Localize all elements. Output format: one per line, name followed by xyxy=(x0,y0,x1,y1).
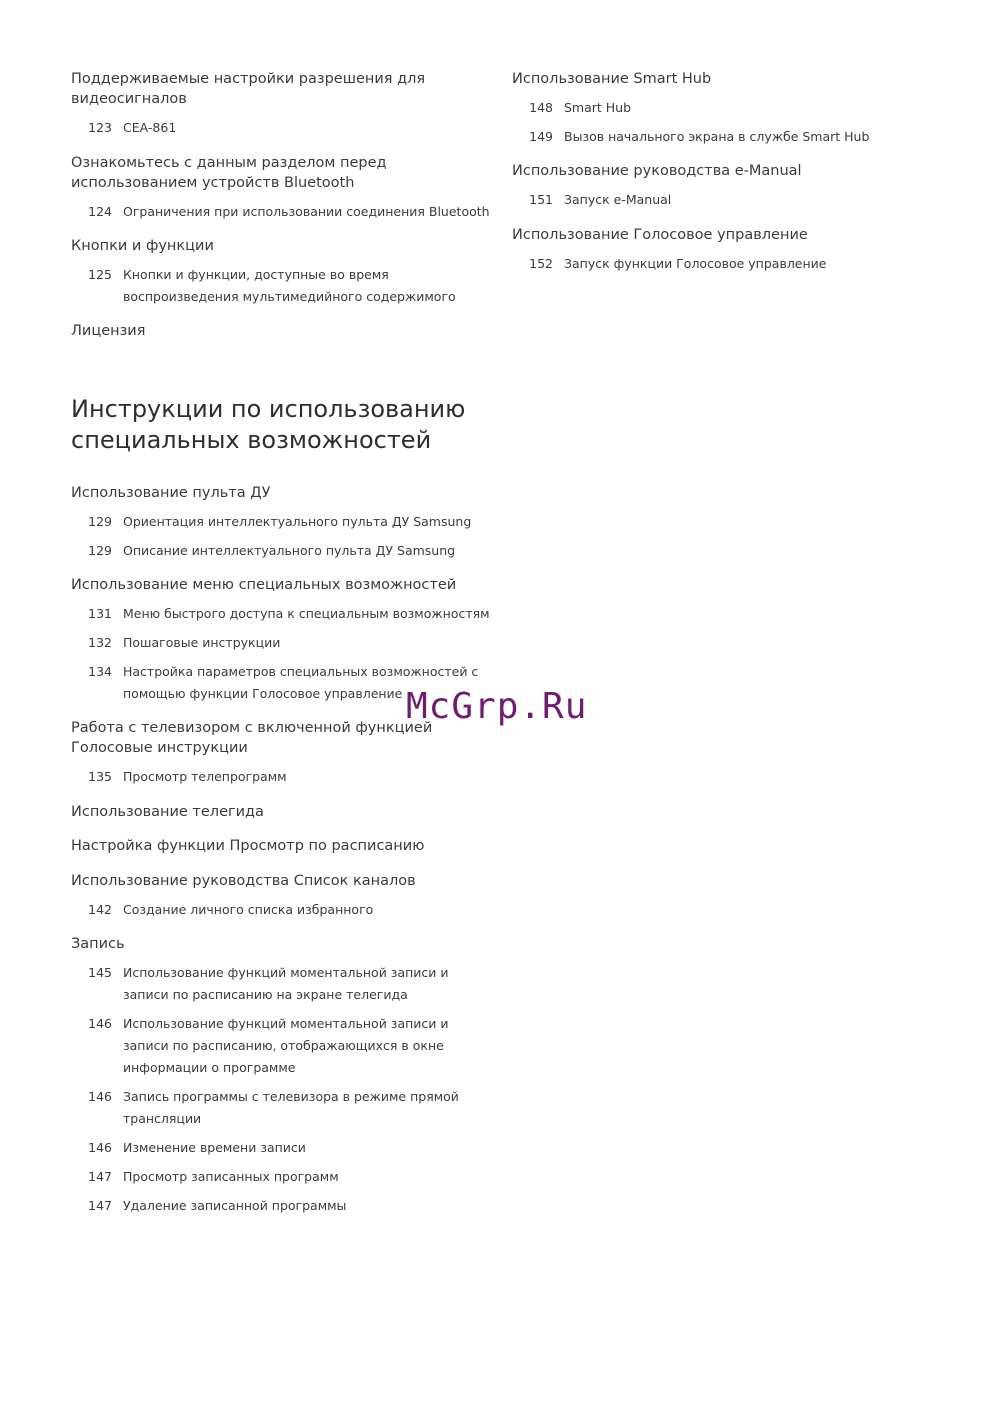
section-heading[interactable]: Использование руководства Список каналов xyxy=(71,873,416,889)
page-number: 125 xyxy=(88,267,112,282)
page-number: 151 xyxy=(529,192,553,207)
section-heading[interactable]: Использование меню специальных возможностей xyxy=(71,577,457,593)
page-number: 123 xyxy=(88,120,112,135)
section-heading[interactable]: Ознакомьтесь с данным разделом перед использованием устройств Bluetooth xyxy=(71,155,387,191)
section-heading[interactable]: Использование Smart Hub xyxy=(512,71,712,87)
page-number: 131 xyxy=(88,606,112,621)
page-number: 145 xyxy=(88,965,112,980)
section-heading[interactable]: Поддерживаемые настройки разрешения для видеосигналов xyxy=(71,71,426,107)
section-heading[interactable]: Настройка функции Просмотр по расписанию xyxy=(71,838,425,854)
entry-text: Использование функций моментальной записи и записи по расписанию на экране телегида xyxy=(123,965,449,1002)
section-heading[interactable]: Использование руководства e-Manual xyxy=(512,163,802,179)
page-number: 124 xyxy=(88,204,112,219)
page-number: 132 xyxy=(88,635,112,650)
page-number: 146 xyxy=(88,1016,112,1031)
entry-text: Просмотр записанных программ xyxy=(123,1169,339,1184)
entry-text: Вызов начального экрана в службе Smart Hub xyxy=(564,129,870,144)
section-heading[interactable]: Использование пульта ДУ xyxy=(71,485,271,501)
entry-text: Запись программы с телевизора в режиме прямой трансляции xyxy=(123,1089,459,1126)
page-number: 142 xyxy=(88,902,112,917)
section-heading[interactable]: Использование Голосовое управление xyxy=(512,227,808,243)
entry-text: Smart Hub xyxy=(564,100,632,115)
entry-text: Использование функций моментальной записи и записи по расписанию, отображающихся в окне информации о программе xyxy=(123,1016,449,1075)
chapter-title: Инструкции по использованию специальных возможностей xyxy=(71,395,466,454)
entry-text: Ориентация интеллектуального пульта ДУ Samsung xyxy=(123,514,472,529)
entry-text: Меню быстрого доступа к специальным возможностям xyxy=(123,606,490,621)
page-number: 134 xyxy=(88,664,112,679)
entry-text: CEA-861 xyxy=(123,120,177,135)
entry-text: Удаление записанной программы xyxy=(123,1198,347,1213)
page-number: 147 xyxy=(88,1169,112,1184)
entry-text: Описание интеллектуального пульта ДУ Samsung xyxy=(123,543,456,558)
page-number: 152 xyxy=(529,256,553,271)
entry-text: Настройка параметров специальных возможностей с помощью функции Голосовое управление xyxy=(123,664,479,701)
section-heading[interactable]: Использование телегида xyxy=(71,804,264,820)
entry-text: Просмотр телепрограмм xyxy=(123,769,287,784)
page-number: 147 xyxy=(88,1198,112,1213)
entry-text: Создание личного списка избранного xyxy=(123,902,374,917)
section-heading[interactable]: Кнопки и функции xyxy=(71,238,214,254)
entry-text: Изменение времени записи xyxy=(123,1140,306,1155)
page-number: 146 xyxy=(88,1140,112,1155)
page-number: 148 xyxy=(529,100,553,115)
section-heading[interactable]: Работа с телевизором с включенной функцией Голосовые инструкции xyxy=(71,720,433,756)
page-number: 129 xyxy=(88,514,112,529)
entry-text: Кнопки и функции, доступные во время воспроизведения мультимедийного содержимого xyxy=(123,267,456,304)
section-heading[interactable]: Лицензия xyxy=(71,323,146,339)
watermark: McGrp.Ru xyxy=(406,686,588,727)
page-number: 146 xyxy=(88,1089,112,1104)
page-number: 149 xyxy=(529,129,553,144)
entry-text: Запуск функции Голосовое управление xyxy=(564,256,827,271)
entry-text: Ограничения при использовании соединения Bluetooth xyxy=(123,204,490,219)
page-number: 135 xyxy=(88,769,112,784)
section-heading[interactable]: Запись xyxy=(71,936,125,952)
entry-text: Запуск e-Manual xyxy=(564,192,672,207)
entry-text: Пошаговые инструкции xyxy=(123,635,281,650)
page-number: 129 xyxy=(88,543,112,558)
